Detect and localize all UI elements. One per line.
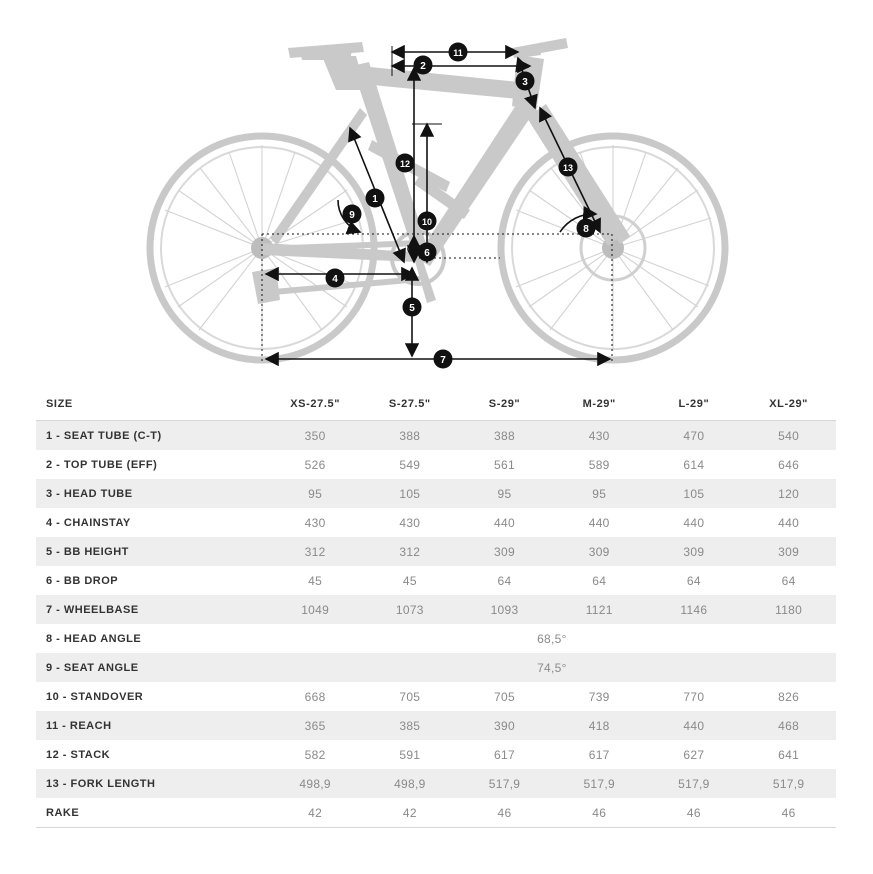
table-row — [36, 798, 836, 828]
column-header-size-1: S-27.5" — [362, 388, 457, 421]
table-cell-value: 617 — [457, 740, 552, 769]
table-cell-value: 95 — [457, 479, 552, 508]
table-cell-value: 430 — [552, 421, 647, 451]
geometry-table-head — [36, 388, 836, 421]
table-cell-value: 46 — [647, 798, 742, 828]
table-row — [36, 595, 836, 624]
table-cell-value: 646 — [741, 450, 836, 479]
table-cell-value: 309 — [552, 537, 647, 566]
table-cell-value: 440 — [457, 508, 552, 537]
table-row — [36, 769, 836, 798]
geometry-table-container — [36, 388, 836, 828]
table-cell-value: 668 — [268, 682, 363, 711]
table-cell-value: 739 — [552, 682, 647, 711]
callout-6 — [418, 243, 437, 262]
table-cell-value: 64 — [552, 566, 647, 595]
svg-text:2: 2 — [420, 61, 426, 72]
column-header-size-4: L-29" — [647, 388, 742, 421]
table-cell-value: 517,9 — [647, 769, 742, 798]
table-row — [36, 450, 836, 479]
bike-silhouette-graphic — [150, 38, 725, 360]
table-cell-value: 826 — [741, 682, 836, 711]
callout-2 — [414, 56, 433, 75]
table-cell-value: 705 — [457, 682, 552, 711]
svg-text:3: 3 — [522, 77, 528, 88]
table-cell-value: 440 — [647, 711, 742, 740]
row-label: 11 - REACH — [36, 711, 268, 740]
table-cell-value: 312 — [362, 537, 457, 566]
table-row — [36, 624, 836, 653]
row-label: 2 - TOP TUBE (EFF) — [36, 450, 268, 479]
column-header-size-3: M-29" — [552, 388, 647, 421]
row-label: 9 - SEAT ANGLE — [36, 653, 268, 682]
svg-text:12: 12 — [399, 159, 411, 169]
table-cell-value: 105 — [362, 479, 457, 508]
table-cell-value: 46 — [741, 798, 836, 828]
table-cell-value: 517,9 — [741, 769, 836, 798]
table-cell-value: 95 — [268, 479, 363, 508]
row-label: 5 - BB HEIGHT — [36, 537, 268, 566]
table-cell-value: 46 — [552, 798, 647, 828]
table-cell-value: 388 — [457, 421, 552, 451]
table-cell-value: 440 — [741, 508, 836, 537]
column-header-size-0: XS-27.5" — [268, 388, 363, 421]
row-label: 13 - FORK LENGTH — [36, 769, 268, 798]
table-cell-value: 105 — [647, 479, 742, 508]
svg-text:10: 10 — [421, 217, 433, 227]
row-label: 7 - WHEELBASE — [36, 595, 268, 624]
table-cell-value: 589 — [552, 450, 647, 479]
table-cell-value: 350 — [268, 421, 363, 451]
table-cell-value: 46 — [457, 798, 552, 828]
table-cell-value: 561 — [457, 450, 552, 479]
table-cell-value: 1073 — [362, 595, 457, 624]
row-label: 6 - BB DROP — [36, 566, 268, 595]
svg-text:1: 1 — [372, 194, 378, 205]
column-header-size-2: S-29" — [457, 388, 552, 421]
table-cell-value: 1049 — [268, 595, 363, 624]
table-cell-value: 627 — [647, 740, 742, 769]
table-cell-value: 1093 — [457, 595, 552, 624]
callout-12 — [396, 154, 415, 173]
table-cell-value: 64 — [741, 566, 836, 595]
table-cell-value: 95 — [552, 479, 647, 508]
callout-9 — [343, 205, 362, 224]
table-cell-value: 45 — [268, 566, 363, 595]
table-header-row — [36, 388, 836, 421]
table-row — [36, 653, 836, 682]
table-cell-value: 430 — [268, 508, 363, 537]
svg-text:11: 11 — [453, 48, 463, 58]
table-cell-value: 1180 — [741, 595, 836, 624]
table-cell-value: 42 — [268, 798, 363, 828]
table-cell-value: 120 — [741, 479, 836, 508]
table-cell-value: 309 — [457, 537, 552, 566]
table-row — [36, 740, 836, 769]
svg-text:9: 9 — [349, 210, 355, 221]
table-cell-value: 591 — [362, 740, 457, 769]
table-cell-value: 641 — [741, 740, 836, 769]
table-cell-value: 582 — [268, 740, 363, 769]
table-cell-value: 312 — [268, 537, 363, 566]
row-label: RAKE — [36, 798, 268, 828]
table-row — [36, 508, 836, 537]
callout-4 — [326, 269, 345, 288]
table-cell-value: 42 — [362, 798, 457, 828]
table-cell-value: 74,5° — [268, 653, 836, 682]
table-cell-value: 517,9 — [552, 769, 647, 798]
callout-3 — [516, 72, 535, 91]
table-cell-value: 705 — [362, 682, 457, 711]
table-cell-value: 770 — [647, 682, 742, 711]
svg-text:5: 5 — [409, 303, 415, 314]
table-cell-value: 388 — [362, 421, 457, 451]
row-label: 12 - STACK — [36, 740, 268, 769]
callout-8 — [577, 219, 596, 238]
row-label: 4 - CHAINSTAY — [36, 508, 268, 537]
table-cell-value: 430 — [362, 508, 457, 537]
table-cell-value: 309 — [741, 537, 836, 566]
callout-13 — [559, 158, 578, 177]
table-row — [36, 682, 836, 711]
callout-10 — [418, 212, 437, 231]
table-cell-value: 440 — [647, 508, 742, 537]
table-cell-value: 549 — [362, 450, 457, 479]
table-cell-value: 498,9 — [362, 769, 457, 798]
table-row — [36, 479, 836, 508]
table-cell-value: 468 — [741, 711, 836, 740]
row-label: 10 - STANDOVER — [36, 682, 268, 711]
table-cell-value: 365 — [268, 711, 363, 740]
column-header-size-5: XL-29" — [741, 388, 836, 421]
table-cell-value: 470 — [647, 421, 742, 451]
bike-geometry-diagram — [0, 0, 873, 385]
table-row — [36, 711, 836, 740]
table-cell-value: 440 — [552, 508, 647, 537]
table-cell-value: 617 — [552, 740, 647, 769]
callout-11 — [449, 43, 468, 62]
table-cell-value: 418 — [552, 711, 647, 740]
svg-text:7: 7 — [440, 355, 446, 366]
callout-7 — [434, 350, 453, 369]
table-cell-value: 385 — [362, 711, 457, 740]
table-cell-value: 64 — [457, 566, 552, 595]
table-row — [36, 421, 836, 451]
geometry-table — [36, 388, 836, 828]
svg-text:6: 6 — [424, 248, 430, 259]
svg-text:13: 13 — [562, 163, 574, 173]
table-cell-value: 614 — [647, 450, 742, 479]
table-cell-value: 540 — [741, 421, 836, 451]
table-cell-value: 1121 — [552, 595, 647, 624]
table-cell-value: 517,9 — [457, 769, 552, 798]
callout-1 — [366, 189, 385, 208]
table-row — [36, 537, 836, 566]
table-cell-value: 1146 — [647, 595, 742, 624]
geometry-table-body — [36, 421, 836, 828]
table-cell-value: 64 — [647, 566, 742, 595]
svg-text:8: 8 — [583, 224, 589, 235]
measurement-lines — [266, 46, 610, 359]
column-header-size: SIZE — [36, 388, 268, 421]
table-cell-value: 526 — [268, 450, 363, 479]
table-row — [36, 566, 836, 595]
table-cell-value: 309 — [647, 537, 742, 566]
callout-5 — [403, 298, 422, 317]
table-cell-value: 68,5° — [268, 624, 836, 653]
svg-text:4: 4 — [332, 274, 338, 285]
row-label: 1 - SEAT TUBE (C-T) — [36, 421, 268, 451]
table-cell-value: 498,9 — [268, 769, 363, 798]
row-label: 3 - HEAD TUBE — [36, 479, 268, 508]
table-cell-value: 45 — [362, 566, 457, 595]
table-cell-value: 390 — [457, 711, 552, 740]
row-label: 8 - HEAD ANGLE — [36, 624, 268, 653]
